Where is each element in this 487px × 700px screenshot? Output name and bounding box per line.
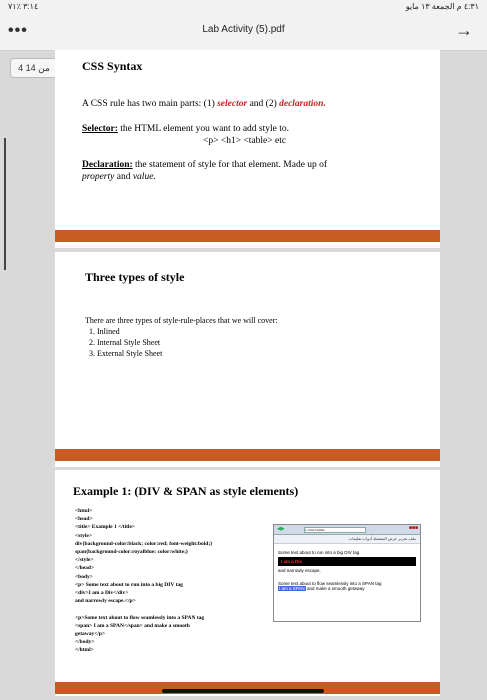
- preview-span-line: [274, 586, 420, 591]
- preview-line: Some text about to run into a big DIV tag: [278, 550, 360, 555]
- code-line: span{background-color:royalblue; color:white;}: [75, 549, 189, 556]
- slide-title: Three types of style: [85, 270, 185, 284]
- code-line: <span> I am a SPAN</span> and make a smooth: [75, 622, 190, 629]
- preview-line: and make a smooth getaway: [306, 586, 365, 591]
- page-indicator: 4 من 14: [10, 58, 58, 78]
- rule-mid: and (2): [249, 99, 277, 109]
- top-nav-bar: [0, 14, 487, 51]
- preview-line: and narrowly escape.: [278, 568, 321, 573]
- rule-sentence: [82, 98, 326, 110]
- home-indicator[interactable]: [162, 689, 324, 693]
- code-listing: [75, 507, 212, 655]
- code-line: and narrowly escape.</p>: [75, 598, 136, 605]
- style-types-list: [85, 315, 278, 359]
- declaration-definition: [82, 159, 402, 183]
- slide-title: CSS Syntax: [82, 59, 143, 73]
- code-line: [75, 605, 212, 613]
- slide-example-1: [55, 470, 440, 696]
- rule-declaration: declaration.: [279, 99, 326, 109]
- back-icon: ◀▶: [277, 527, 285, 532]
- address-bar: C:\Users\Admin: [304, 527, 366, 533]
- document-title: Lab Activity (5).pdf: [202, 24, 285, 35]
- code-line: </html>: [75, 647, 94, 654]
- browser-menu: ملف تحرير عرض المفضلة أدوات تعليمات: [274, 535, 420, 544]
- code-line: <div>I am a Div</div>: [75, 590, 129, 597]
- status-right: ٤:٣١ م الجمعة ١٣ مايو: [405, 2, 479, 11]
- scrollbar[interactable]: [4, 138, 6, 270]
- accent-bar: [55, 449, 440, 461]
- browser-preview: [273, 524, 421, 622]
- declaration-and: and: [116, 172, 131, 182]
- list-item: 1. Inlined: [97, 326, 278, 337]
- declaration-label: Declaration:: [82, 160, 133, 170]
- list-intro: There are three types of style-rule-places that we will cover:: [85, 316, 278, 325]
- code-line: </style>: [75, 557, 94, 564]
- preview-line: Some text about to flow seamlessly into a SPAN tag: [278, 581, 382, 586]
- slide-title: Example 1: (DIV & SPAN as style elements): [73, 484, 299, 498]
- declaration-property: property: [82, 172, 115, 182]
- window-buttons-icon: ■■■: [408, 526, 418, 531]
- code-line: <p>Some text about to flow seamlessly into a SPAN tag: [75, 614, 205, 621]
- list-item: 3. External Style Sheet: [97, 348, 278, 359]
- preview-div: I am a Div: [278, 557, 416, 566]
- accent-bar: [55, 230, 440, 242]
- share-arrow-icon[interactable]: →: [455, 20, 473, 40]
- code-line: div{background-color:black; color:red; font-weight:bold;}: [75, 540, 213, 547]
- slide-css-syntax: [55, 50, 440, 248]
- selector-definition: [82, 123, 289, 135]
- code-line: <style>: [75, 532, 92, 539]
- more-options-icon[interactable]: •••: [8, 22, 28, 39]
- rule-selector: selector: [217, 99, 248, 109]
- preview-span: I am a SPAN: [279, 586, 305, 591]
- browser-toolbar: [274, 525, 420, 535]
- declaration-text: the statement of style for that element. Made up of: [135, 160, 328, 170]
- code-line: <head>: [75, 516, 93, 523]
- code-line: <body>: [75, 573, 93, 580]
- code-line: <title> Example 1 </title>: [75, 524, 136, 531]
- selector-text: the HTML element you want to add style to.: [120, 124, 290, 134]
- code-line: </body>: [75, 639, 95, 646]
- code-line: <p> Some text about to run into a big DIV tag: [75, 581, 183, 588]
- status-bar: [0, 0, 487, 14]
- declaration-value: value.: [132, 172, 156, 182]
- code-line: <html>: [75, 508, 93, 514]
- rule-prefix: A CSS rule has two main parts: (1): [82, 99, 215, 109]
- selector-label: Selector:: [82, 124, 118, 134]
- slide-three-types: [55, 252, 440, 467]
- status-left: ٣:١٤ ٪٧١: [8, 2, 39, 11]
- code-line: </head>: [75, 565, 95, 572]
- list-item: 2. Internal Style Sheet: [97, 337, 278, 348]
- code-line: getaway</p>: [75, 631, 106, 638]
- selector-examples: <p> <h1> <table> etc: [203, 136, 287, 146]
